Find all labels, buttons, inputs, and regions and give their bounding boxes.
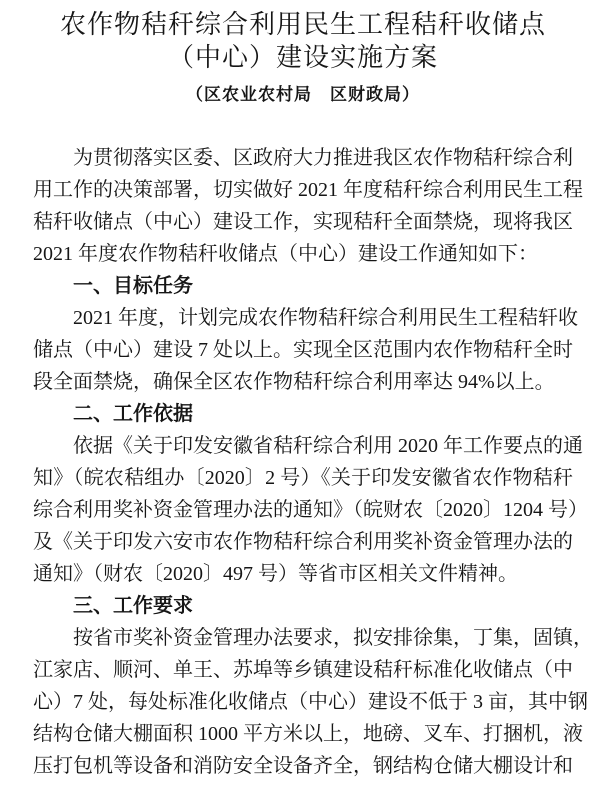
intro-line-1: 为贯彻落实区委、区政府大力推进我区农作物秸秆综合利 (73, 147, 573, 169)
intro-line-4: 2021 年度农作物秸秆收储点（中心）建设工作通知如下： (33, 243, 538, 265)
heading-goal-tasks: 一、目标任务 (73, 275, 193, 297)
work-requirements-paragraph (33, 622, 593, 782)
basis-line-3: 综合利用奖补资金管理办法的通知》（皖财农〔2020〕1204 号） (33, 499, 588, 521)
require-line-3: 心）7 处，每处标准化收储点（中心）建设不低于 3 亩，其中钢 (33, 691, 588, 713)
require-line-5: 压打包机等设备和消防安全设备齐全，钢结构仓储大棚设计和 (33, 755, 573, 777)
work-basis-paragraph (33, 430, 588, 590)
heading-work-basis: 二、工作依据 (73, 403, 193, 425)
goal-line-2: 储点（中心）建设 7 处以上。实现全区范围内农作物秸秆全时 (33, 339, 573, 361)
heading-work-requirements: 三、工作要求 (73, 595, 193, 617)
goal-line-1: 2021 年度，计划完成农作物秸秆综合利用民生工程秸轩收 (73, 307, 578, 329)
basis-line-1: 依据《关于印发安徽省秸秆综合利用 2020 年工作要点的通 (73, 435, 583, 457)
intro-line-2: 用工作的决策部署，切实做好 2021 年度秸秆综合利用民生工程 (33, 179, 583, 201)
basis-line-2: 知》（皖农秸组办〔2020〕2 号）《关于印发安徽省农作物秸秆 (33, 467, 573, 489)
doc-title-line-1: 农作物秸秆综合利用民生工程秸秆收储点 (59, 10, 546, 39)
require-line-2: 江家店、顺河、单王、苏埠等乡镇建设秸秆标准化收储点（中 (33, 659, 573, 681)
intro-line-3: 秸秆收储点（中心）建设工作，实现秸秆全面禁烧，现将我区 (33, 211, 573, 233)
doc-body (33, 142, 593, 782)
goal-tasks-paragraph (33, 302, 578, 398)
require-line-4: 结构仓储大棚面积 1000 平方米以上，地磅、叉车、打捆机，液 (33, 723, 583, 745)
intro-paragraph (33, 142, 583, 270)
doc-byline: （区农业农村局 区财政局） (186, 85, 420, 104)
basis-line-5: 通知》（财农〔2020〕497 号）等省市区相关文件精神。 (33, 563, 518, 585)
goal-line-3: 段全面禁烧，确保全区农作物秸秆综合利用率达 94%以上。 (33, 371, 555, 393)
require-line-1: 按省市奖补资金管理办法要求，拟安排徐集，丁集，固镇， (73, 627, 593, 649)
basis-line-4: 及《关于印发六安市农作物秸秆综合利用奖补资金管理办法的 (33, 531, 573, 553)
doc-title-line-2: （中心）建设实施方案 (167, 43, 438, 72)
